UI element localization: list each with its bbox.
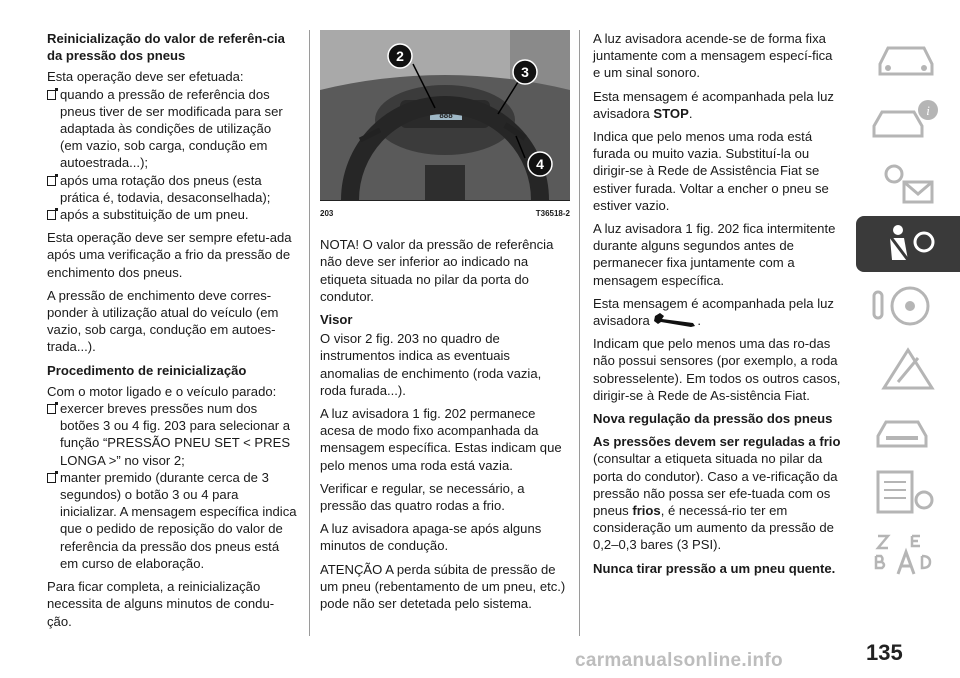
list-item: após a substituição de um pneu. — [47, 206, 297, 223]
chapter-tab-safety[interactable] — [856, 216, 960, 272]
heading-reset: Reinicialização do valor de referên-cia da pressão dos pneus — [47, 31, 285, 64]
checkbox-bullet-icon — [47, 473, 56, 483]
figure-number: 203 — [320, 209, 334, 218]
intro-text: Esta operação deve ser efetuada: — [47, 69, 244, 85]
chapter-tab-maintenance[interactable] — [856, 402, 960, 458]
paragraph-wrench: Esta mensagem é acompanhada pela luz avisadora . — [593, 295, 834, 329]
warning-lights-icon — [868, 158, 948, 206]
car-side-icon — [868, 406, 948, 454]
list-item: após uma rotação dos pneus (esta prática é, todavia, desaconselhada); — [47, 172, 297, 206]
list-item: quando a pressão de referência dos pneus tiver de ser modificada para ser adaptada às condições de utilização (em vazio, sob carga, condução em autoestrada...); — [47, 86, 297, 172]
road-warning-icon — [868, 344, 948, 392]
dashboard-illustration — [320, 30, 570, 200]
column-3 — [593, 30, 843, 577]
checkbox-bullet-icon — [47, 176, 56, 186]
paragraph-sensor: Indicam que pelo menos uma das ro-das não possui sensores (por exemplo, a roda sobresselente). Em todos os outros casos, dirigir-se à Rede de As-sistência Fiat. — [593, 336, 841, 403]
airbag-seatbelt-icon — [868, 220, 948, 268]
list-item: manter premido (durante cerca de 3 segundos) o botão 3 ou 4 para inicializar. A mensagem específica indica que o pedido de reposição do valor de referência da pressão dos pneus está em curso de elaboração. — [47, 469, 297, 572]
heading-nova-regulacao: Nova regulação da pressão dos pneus — [593, 411, 833, 427]
column-divider — [579, 30, 580, 636]
column-1 — [47, 30, 297, 636]
callout-2: 2 — [396, 48, 404, 64]
paragraph-atencao: ATENÇÃO A perda súbita de pressão de um pneu (rebentamento de um pneu, etc.) pode não ser detetada pelo sistema. — [320, 561, 566, 612]
paragraph-visor: O visor 2 fig. 203 no quadro de instrumentos indica as eventuais anomalias de enchimento (roda vazia, roda furada...). — [320, 331, 542, 398]
paragraph-stop: Esta mensagem é acompanhada pela luz avisadora STOP. — [593, 88, 834, 121]
paragraph-nota: NOTA! O valor da pressão de referência não deve ser inferior ao indicado na etiqueta situada no pilar da porta do condutor. — [320, 237, 554, 304]
heading-nunca: Nunca tirar pressão a um pneu quente. — [593, 560, 836, 576]
chapter-tab-specs[interactable] — [856, 464, 960, 520]
callout-3: 3 — [521, 64, 529, 80]
watermark: carmanualsonline.info — [575, 650, 783, 671]
callout-4: 4 — [536, 156, 544, 172]
paragraph-regulacao: As pressões devem ser reguladas a frio (consultar a etiqueta situada no pilar da porta do condutor). Caso a ve-rificação da pressão não possa ser efe-tuada com os pneus frios, é necessá-rio ter em consideração um aumento da pressão de 0,2–0,3 bares (3 PSI). — [593, 434, 841, 553]
index-list-icon — [868, 468, 948, 516]
list-item: exercer breves pressões num dos botões 3 ou 4 fig. 203 para selecionar a função “PRESSÃO PNEU SET < PRES LONGA >” no visor 2; — [47, 400, 297, 469]
paragraph-completion: Para ficar completa, a reinicialização necessita de alguns minutos de condu-ção. — [47, 579, 275, 629]
figure-dashboard-photo — [320, 30, 570, 201]
chapter-tab-info[interactable] — [856, 92, 960, 148]
steering-wheel-icon — [868, 282, 948, 330]
chapter-tab-warnings[interactable] — [856, 154, 960, 210]
alphabet-index-icon — [868, 530, 948, 578]
paragraph-lamp-off: A luz avisadora apaga-se após alguns minutos de condução. — [320, 521, 542, 554]
paragraph-cold-check: Esta operação deve ser sempre efetu-ada após uma verificação a frio da pressão de enchimento dos pneus. — [47, 230, 292, 280]
column-divider — [309, 30, 310, 636]
paragraph-check: Verificar e regular, se necessário, a pressão das quatro rodas a frio. — [320, 480, 525, 514]
stop-label: STOP — [653, 105, 689, 121]
car-front-icon — [868, 34, 948, 82]
wrench-icon — [653, 312, 697, 328]
heading-procedure: Procedimento de reinicialização — [47, 362, 247, 378]
chapter-tab-car[interactable] — [856, 30, 960, 86]
paragraph-engine-on: Com o motor ligado e o veículo parado: — [47, 383, 277, 399]
paragraph-blink: A luz avisadora 1 fig. 202 fica intermitente durante alguns segundos antes de permanecer fixa juntamente com a mensagem específica. — [593, 221, 836, 288]
chapter-tab-driving[interactable] — [856, 278, 960, 334]
svg-text:i: i — [926, 103, 930, 118]
car-info-icon — [868, 96, 948, 144]
paragraph-flat: Indica que pelo menos uma roda está furada ou muito vazia. Substituí-la ou dirigir-se à Rede de Assistência Fiat se estiver furada. Voltar a encher o pneu se estiver vazio. — [593, 129, 829, 213]
column-2 — [320, 30, 570, 618]
checkbox-bullet-icon — [47, 90, 56, 100]
paragraph-pressure-match: A pressão de enchimento deve corres-ponder à utilização atual do veículo (em vazio, sob carga, condução em autoes-trada...). — [47, 287, 279, 355]
figure-caption — [320, 205, 570, 222]
checkbox-bullet-icon — [47, 210, 56, 220]
figure-code: T36518-2 — [535, 209, 570, 218]
page-number: 135 — [866, 640, 903, 665]
chapter-tab-emergency[interactable] — [856, 340, 960, 396]
display-readout: 888 — [439, 111, 453, 120]
heading-visor: Visor — [320, 312, 353, 328]
checkbox-bullet-icon — [47, 404, 56, 414]
chapter-tab-index[interactable] — [856, 526, 960, 582]
paragraph-lamp-fixed: A luz avisadora 1 fig. 202 permanece acesa de modo fixo acompanhada da mensagem específica. Estas indicam que pelo menos uma roda está vazia. — [320, 406, 562, 473]
chapter-sidebar — [856, 30, 960, 588]
paragraph-fixed-signal: A luz avisadora acende-se de forma fixa juntamente com a mensagem especí-fica e um sinal sonoro. — [593, 31, 833, 81]
